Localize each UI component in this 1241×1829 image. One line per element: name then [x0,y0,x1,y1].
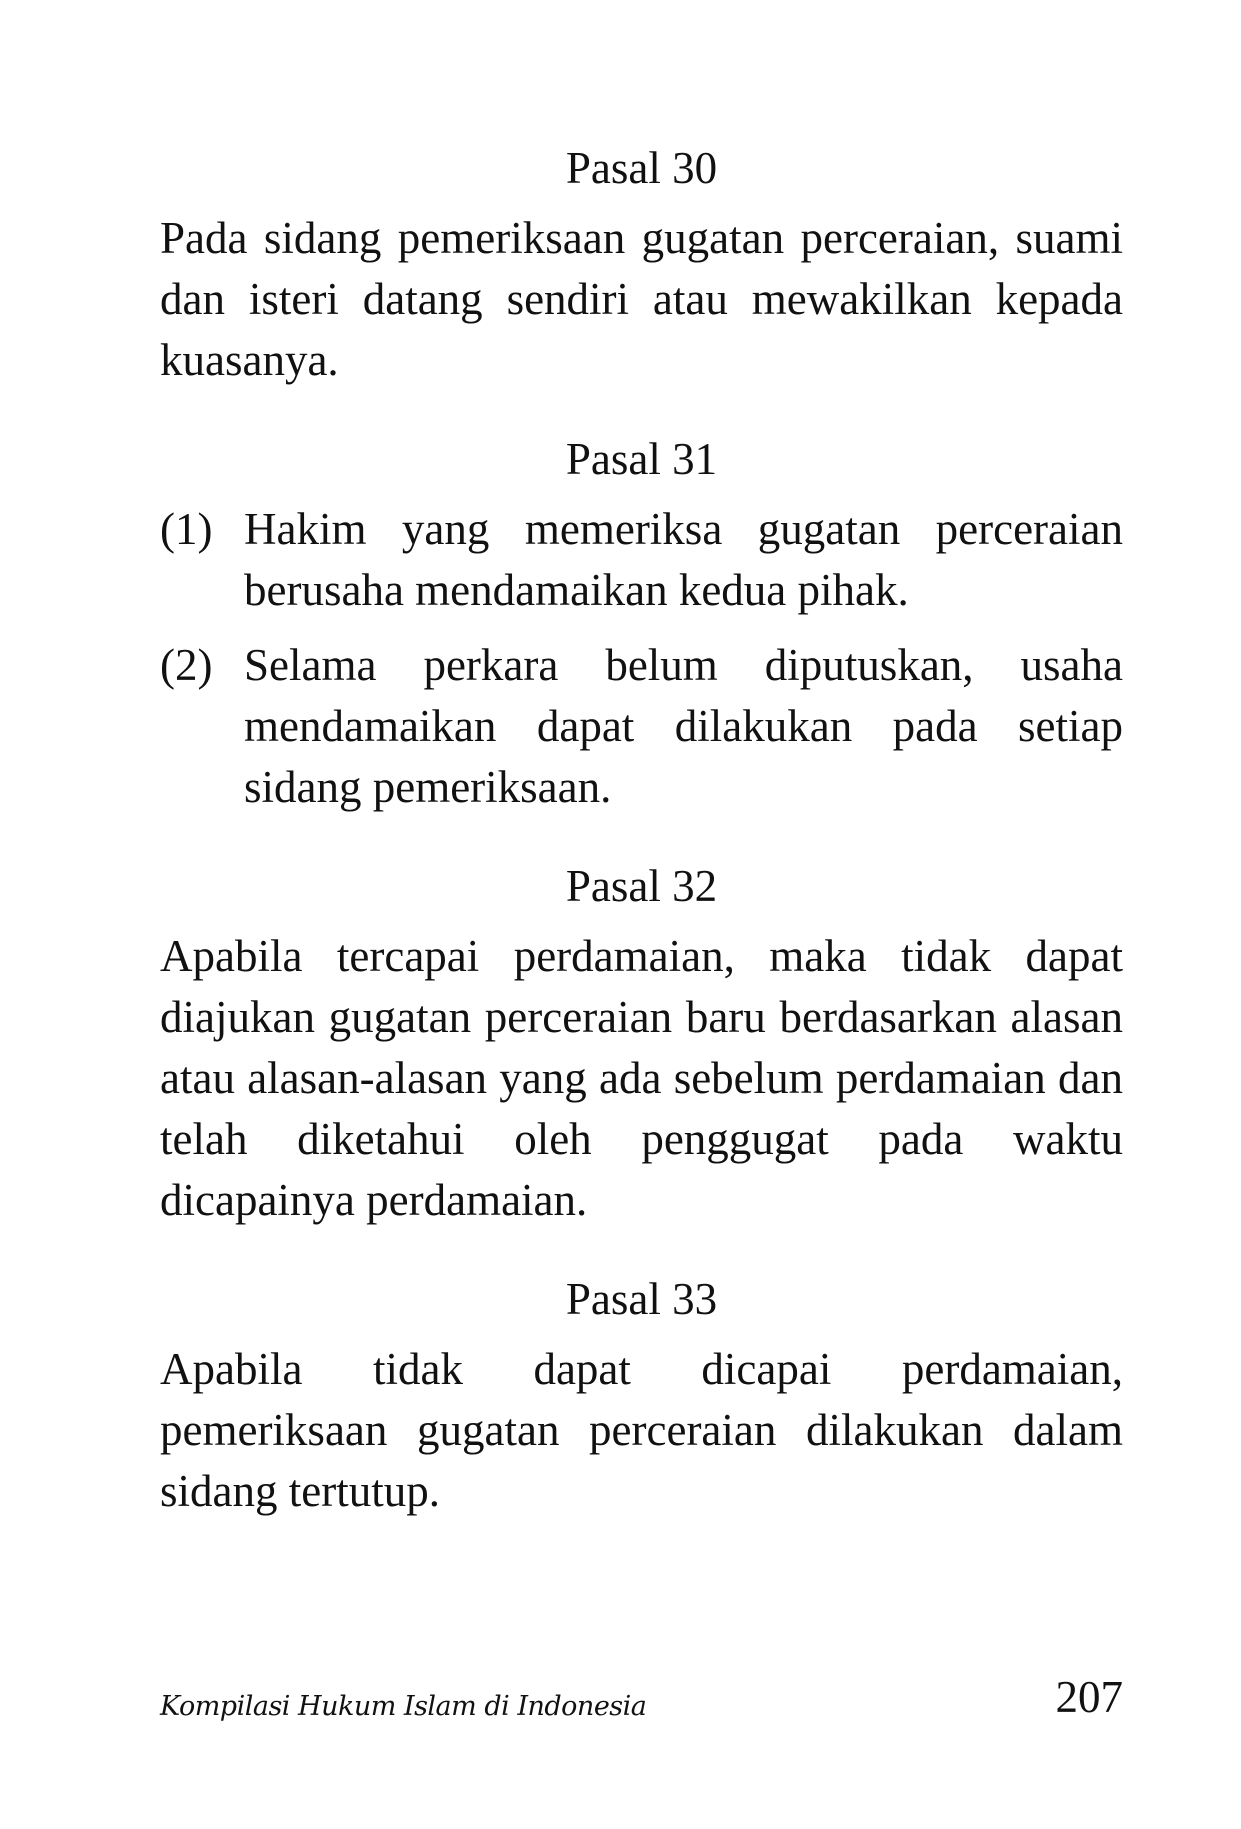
pasal-32-text: Apabila tercapai perdamaian, maka tidak dapat diajukan gugatan perceraian baru berdasarkan alasan atau alasan-alasan yang ada sebelum perdamaian dan telah diketahui oleh penggugat pada waktu dicapainya perdamaian. [160,931,1123,1225]
list-item-number: (2) [160,640,213,690]
pasal-30-section [160,140,1123,391]
pasal-31-title: Pasal 31 [565,434,718,484]
pasal-31-section [160,431,1123,818]
pasal-30-text: Pada sidang pemeriksaan gugatan perceraian, suami dan isteri datang sendiri atau mewakilkan kepada kuasanya. [160,213,1123,385]
document-page [160,140,1123,1562]
list-item-number: (1) [160,504,213,554]
pasal-32-title: Pasal 32 [565,861,718,911]
pasal-30-title: Pasal 30 [565,143,718,193]
page-number: 207 [1055,1672,1123,1722]
pasal-33-text: Apabila tidak dapat dicapai perdamaian, pemeriksaan gugatan perceraian dilakukan dalam sidang tertutup. [160,1344,1123,1516]
pasal-31-list [160,499,1123,818]
book-title: Kompilasi Hukum Islam di Indonesia [160,1691,647,1722]
list-item [160,635,1123,818]
pasal-33-section [160,1271,1123,1522]
pasal-32-section [160,858,1123,1231]
list-item [160,499,1123,621]
list-item-text: Hakim yang memeriksa gugatan perceraian berusaha mendamaikan kedua pihak. [244,504,1123,615]
pasal-33-title: Pasal 33 [565,1274,718,1324]
list-item-text: Selama perkara belum diputuskan, usaha mendamaikan dapat dilakukan pada setiap sidang pemeriksaan. [244,640,1123,812]
page-footer [160,1672,1123,1722]
